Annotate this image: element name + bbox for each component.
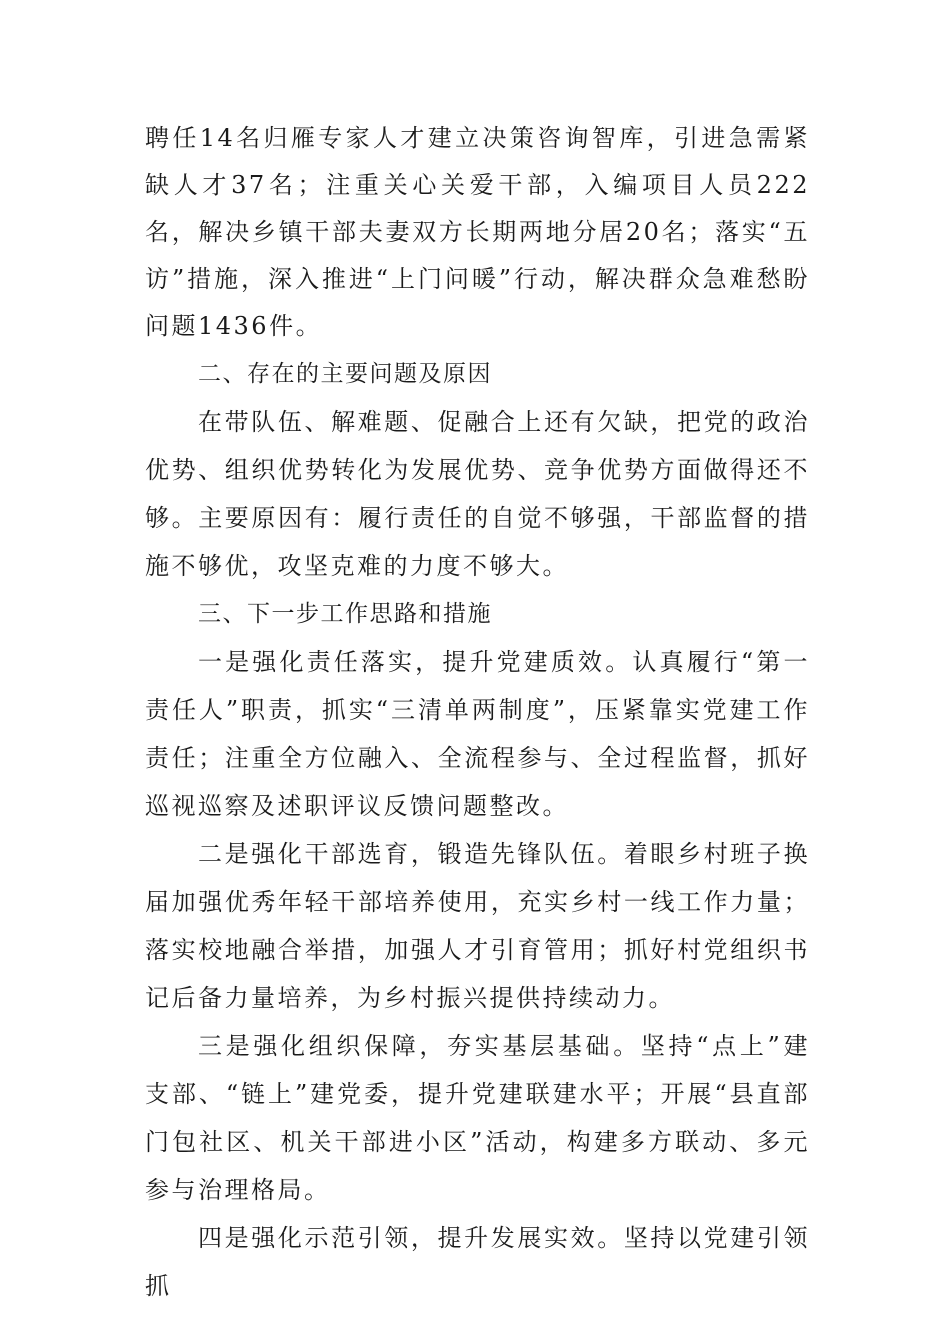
section-heading-next-steps: 三、下一步工作思路和措施 <box>198 601 492 627</box>
document-page <box>145 115 810 1310</box>
paragraph-problems: 在带队伍、解难题、促融合上还有欠缺，把党的政治优势、组织优势转化为发展优势、竞争优势方面做得还不够。主要原因有：履行责任的自觉不够强，干部监督的措施不够优，攻坚克难的力度不够大。 <box>145 408 810 580</box>
paragraph-measure-1: 一是强化责任落实，提升党建质效。认真履行“第一责任人”职责，抓实“三清单两制度”，压紧靠实党建工作责任；注重全方位融入、全流程参与、全过程监督，抓好巡视巡察及述职评议反馈问题整改。 <box>145 648 810 820</box>
paragraph-measure-3: 三是强化组织保障，夯实基层基础。坚持“点上”建支部、“链上”建党委，提升党建联建水平；开展“县直部门包社区、机关干部进小区”活动，构建多方联动、多元参与治理格局。 <box>145 1032 810 1204</box>
paragraph-continuation: 聘任14名归雁专家人才建立决策咨询智库，引进急需紧缺人才37名；注重关心关爱干部，入编项目人员222名，解决乡镇干部夫妻双方长期两地分居20名；落实“五访”措施，深入推进“上门问暖”行动，解决群众急难愁盼问题1436件。 <box>145 124 810 340</box>
paragraph-measure-4: 四是强化示范引领，提升发展实效。坚持以党建引领抓 <box>145 1224 810 1300</box>
section-heading-problems: 二、存在的主要问题及原因 <box>198 361 492 387</box>
paragraph-measure-2: 二是强化干部选育，锻造先锋队伍。着眼乡村班子换届加强优秀年轻干部培养使用，充实乡村一线工作力量；落实校地融合举措，加强人才引育管用；抓好村党组织书记后备力量培养，为乡村振兴提供持续动力。 <box>145 840 810 1012</box>
